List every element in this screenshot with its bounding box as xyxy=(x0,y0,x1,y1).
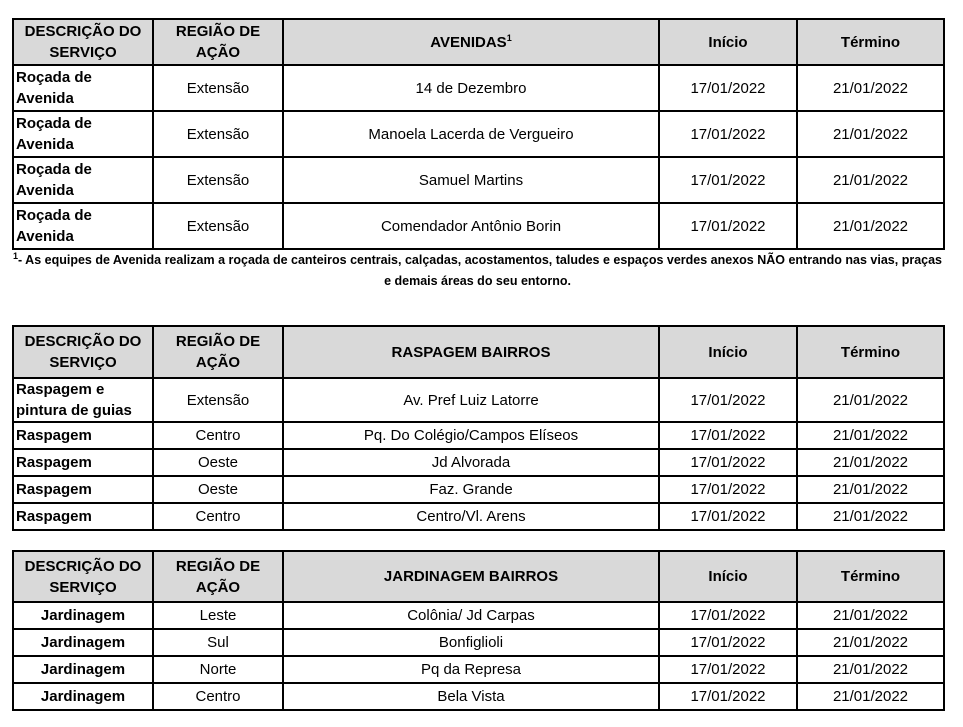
table-row xyxy=(13,65,944,111)
cell-descricao: Roçada de Avenida xyxy=(13,157,153,203)
table-row xyxy=(13,476,944,503)
footnote-reference: 1 xyxy=(506,32,512,43)
table-row xyxy=(13,629,944,656)
cell-termino: 21/01/2022 xyxy=(797,111,944,157)
cell-regiao: Oeste xyxy=(153,449,283,476)
cell-descricao: Jardinagem xyxy=(13,656,153,683)
cell-descricao: Roçada de Avenida xyxy=(13,65,153,111)
table-row xyxy=(13,422,944,449)
cell-inicio: 17/01/2022 xyxy=(659,602,797,629)
header-regiao: REGIÃO DE AÇÃO xyxy=(153,551,283,602)
table-header-row xyxy=(13,326,944,378)
cell-descricao: Raspagem xyxy=(13,422,153,449)
cell-descricao: Jardinagem xyxy=(13,629,153,656)
header-descricao: DESCRIÇÃO DO SERVIÇO xyxy=(13,551,153,602)
cell-inicio: 17/01/2022 xyxy=(659,422,797,449)
header-avenidas xyxy=(283,19,659,65)
avenidas-table xyxy=(12,18,945,250)
cell-regiao: Centro xyxy=(153,683,283,710)
cell-inicio: 17/01/2022 xyxy=(659,656,797,683)
header-inicio: Início xyxy=(659,326,797,378)
table-row xyxy=(13,602,944,629)
table-row xyxy=(13,157,944,203)
jardinagem-table xyxy=(12,550,945,711)
cell-descricao: Raspagem xyxy=(13,449,153,476)
cell-local: Bonfiglioli xyxy=(283,629,659,656)
cell-termino: 21/01/2022 xyxy=(797,476,944,503)
cell-local: Jd Alvorada xyxy=(283,449,659,476)
cell-local: Faz. Grande xyxy=(283,476,659,503)
header-avenidas-label: AVENIDAS xyxy=(430,33,507,51)
cell-termino: 21/01/2022 xyxy=(797,65,944,111)
header-inicio: Início xyxy=(659,19,797,65)
cell-inicio: 17/01/2022 xyxy=(659,378,797,422)
table-row xyxy=(13,111,944,157)
cell-inicio: 17/01/2022 xyxy=(659,157,797,203)
cell-local: Centro/Vl. Arens xyxy=(283,503,659,530)
header-raspagem: RASPAGEM BAIRROS xyxy=(283,326,659,378)
cell-termino: 21/01/2022 xyxy=(797,422,944,449)
cell-regiao: Extensão xyxy=(153,378,283,422)
header-termino: Término xyxy=(797,326,944,378)
cell-regiao: Sul xyxy=(153,629,283,656)
cell-local: Comendador Antônio Borin xyxy=(283,203,659,249)
cell-termino: 21/01/2022 xyxy=(797,449,944,476)
header-termino: Término xyxy=(797,551,944,602)
cell-descricao: Jardinagem xyxy=(13,602,153,629)
cell-regiao: Centro xyxy=(153,503,283,530)
table-row xyxy=(13,449,944,476)
cell-local: Pq da Represa xyxy=(283,656,659,683)
footnote-text: - As equipes de Avenida realizam a roçada de canteiros centrais, calçadas, acostamentos, taludes e espaços verdes anexos NÃO entrando nas vias, praças e demais áreas do seu entorno. xyxy=(18,253,943,288)
cell-inicio: 17/01/2022 xyxy=(659,629,797,656)
cell-descricao: Raspagem xyxy=(13,503,153,530)
cell-regiao: Extensão xyxy=(153,65,283,111)
cell-descricao: Roçada de Avenida xyxy=(13,203,153,249)
cell-termino: 21/01/2022 xyxy=(797,683,944,710)
header-jardinagem: JARDINAGEM BAIRROS xyxy=(283,551,659,602)
cell-regiao: Leste xyxy=(153,602,283,629)
cell-local: 14 de Dezembro xyxy=(283,65,659,111)
header-descricao: DESCRIÇÃO DO SERVIÇO xyxy=(13,19,153,65)
cell-local: Pq. Do Colégio/Campos Elíseos xyxy=(283,422,659,449)
table-row xyxy=(13,656,944,683)
cell-descricao: Roçada de Avenida xyxy=(13,111,153,157)
cell-descricao: Jardinagem xyxy=(13,683,153,710)
cell-regiao: Centro xyxy=(153,422,283,449)
table-row xyxy=(13,503,944,530)
cell-regiao: Extensão xyxy=(153,203,283,249)
cell-termino: 21/01/2022 xyxy=(797,203,944,249)
footnote xyxy=(12,250,943,292)
cell-descricao: Raspagem xyxy=(13,476,153,503)
cell-local: Av. Pref Luiz Latorre xyxy=(283,378,659,422)
cell-inicio: 17/01/2022 xyxy=(659,503,797,530)
cell-local: Samuel Martins xyxy=(283,157,659,203)
table-row xyxy=(13,683,944,710)
cell-local: Manoela Lacerda de Vergueiro xyxy=(283,111,659,157)
header-termino: Término xyxy=(797,19,944,65)
cell-inicio: 17/01/2022 xyxy=(659,683,797,710)
cell-inicio: 17/01/2022 xyxy=(659,449,797,476)
cell-termino: 21/01/2022 xyxy=(797,629,944,656)
cell-regiao: Extensão xyxy=(153,157,283,203)
cell-descricao: Raspagem e pintura de guias xyxy=(13,378,153,422)
header-regiao: REGIÃO DE AÇÃO xyxy=(153,19,283,65)
cell-inicio: 17/01/2022 xyxy=(659,111,797,157)
table-row xyxy=(13,203,944,249)
cell-regiao: Oeste xyxy=(153,476,283,503)
cell-termino: 21/01/2022 xyxy=(797,503,944,530)
cell-termino: 21/01/2022 xyxy=(797,157,944,203)
cell-inicio: 17/01/2022 xyxy=(659,476,797,503)
header-inicio: Início xyxy=(659,551,797,602)
cell-regiao: Norte xyxy=(153,656,283,683)
header-regiao: REGIÃO DE AÇÃO xyxy=(153,326,283,378)
cell-inicio: 17/01/2022 xyxy=(659,203,797,249)
cell-termino: 21/01/2022 xyxy=(797,656,944,683)
cell-termino: 21/01/2022 xyxy=(797,602,944,629)
table-header-row xyxy=(13,551,944,602)
cell-inicio: 17/01/2022 xyxy=(659,65,797,111)
cell-regiao: Extensão xyxy=(153,111,283,157)
cell-termino: 21/01/2022 xyxy=(797,378,944,422)
raspagem-table xyxy=(12,325,945,531)
cell-local: Bela Vista xyxy=(283,683,659,710)
table-header-row xyxy=(13,19,944,65)
table-row xyxy=(13,378,944,422)
cell-local: Colônia/ Jd Carpas xyxy=(283,602,659,629)
header-descricao: DESCRIÇÃO DO SERVIÇO xyxy=(13,326,153,378)
footnote-marker: 1 xyxy=(12,250,18,261)
